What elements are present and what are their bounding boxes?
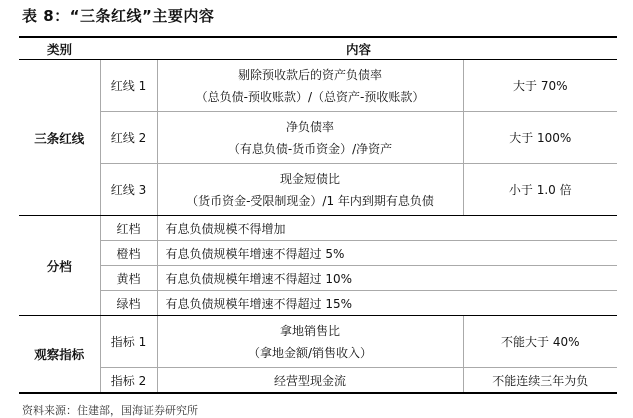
- row-description: 有息负债规模年增速不得超过 15%: [157, 291, 617, 316]
- row-description: 拿地销售比 （拿地金额/销售收入）: [157, 316, 463, 368]
- row-description: 剔除预收款后的资产负债率 （总负债-预收账款）/（总资产-预收账款）: [157, 60, 463, 112]
- row-label: 红线 1: [100, 60, 157, 112]
- row-threshold: 小于 1.0 倍: [463, 164, 617, 216]
- table-row: [19, 368, 617, 394]
- header-category: 类别: [19, 37, 100, 60]
- row-threshold: 大于 70%: [463, 60, 617, 112]
- group-name: 观察指标: [19, 316, 100, 394]
- row-label: 指标 1: [100, 316, 157, 368]
- table-row: [19, 291, 617, 316]
- table-row: [19, 241, 617, 266]
- group-name: 分档: [19, 216, 100, 316]
- row-threshold: 大于 100%: [463, 112, 617, 164]
- row-label: 绿档: [100, 291, 157, 316]
- row-description: 有息负债规模不得增加: [157, 216, 617, 241]
- row-label: 指标 2: [100, 368, 157, 394]
- row-label: 红线 2: [100, 112, 157, 164]
- table-row: [19, 216, 617, 241]
- table-row: [19, 60, 617, 112]
- row-threshold: 不能连续三年为负: [463, 368, 617, 394]
- red-lines-table: [19, 36, 617, 394]
- table-row: [19, 164, 617, 216]
- row-description: 现金短债比 （货币资金-受限制现金）/1 年内到期有息负债: [157, 164, 463, 216]
- table-row: [19, 316, 617, 368]
- row-description: 有息负债规模年增速不得超过 5%: [157, 241, 617, 266]
- row-label: 黄档: [100, 266, 157, 291]
- group-name: 三条红线: [19, 60, 100, 216]
- row-label: 红档: [100, 216, 157, 241]
- row-threshold: 不能大于 40%: [463, 316, 617, 368]
- source-note: 资料来源：住建部，国海证券研究所: [22, 404, 198, 417]
- row-label: 橙档: [100, 241, 157, 266]
- row-description: 有息负债规模年增速不得超过 10%: [157, 266, 617, 291]
- row-label: 红线 3: [100, 164, 157, 216]
- row-description: 经营型现金流: [157, 368, 463, 394]
- table-header-row: [19, 37, 617, 60]
- table-title: 表 8：“三条红线”主要内容: [22, 7, 215, 25]
- table-row: [19, 112, 617, 164]
- table-row: [19, 266, 617, 291]
- row-description: 净负债率 （有息负债-货币资金）/净资产: [157, 112, 463, 164]
- header-content: 内容: [100, 37, 617, 60]
